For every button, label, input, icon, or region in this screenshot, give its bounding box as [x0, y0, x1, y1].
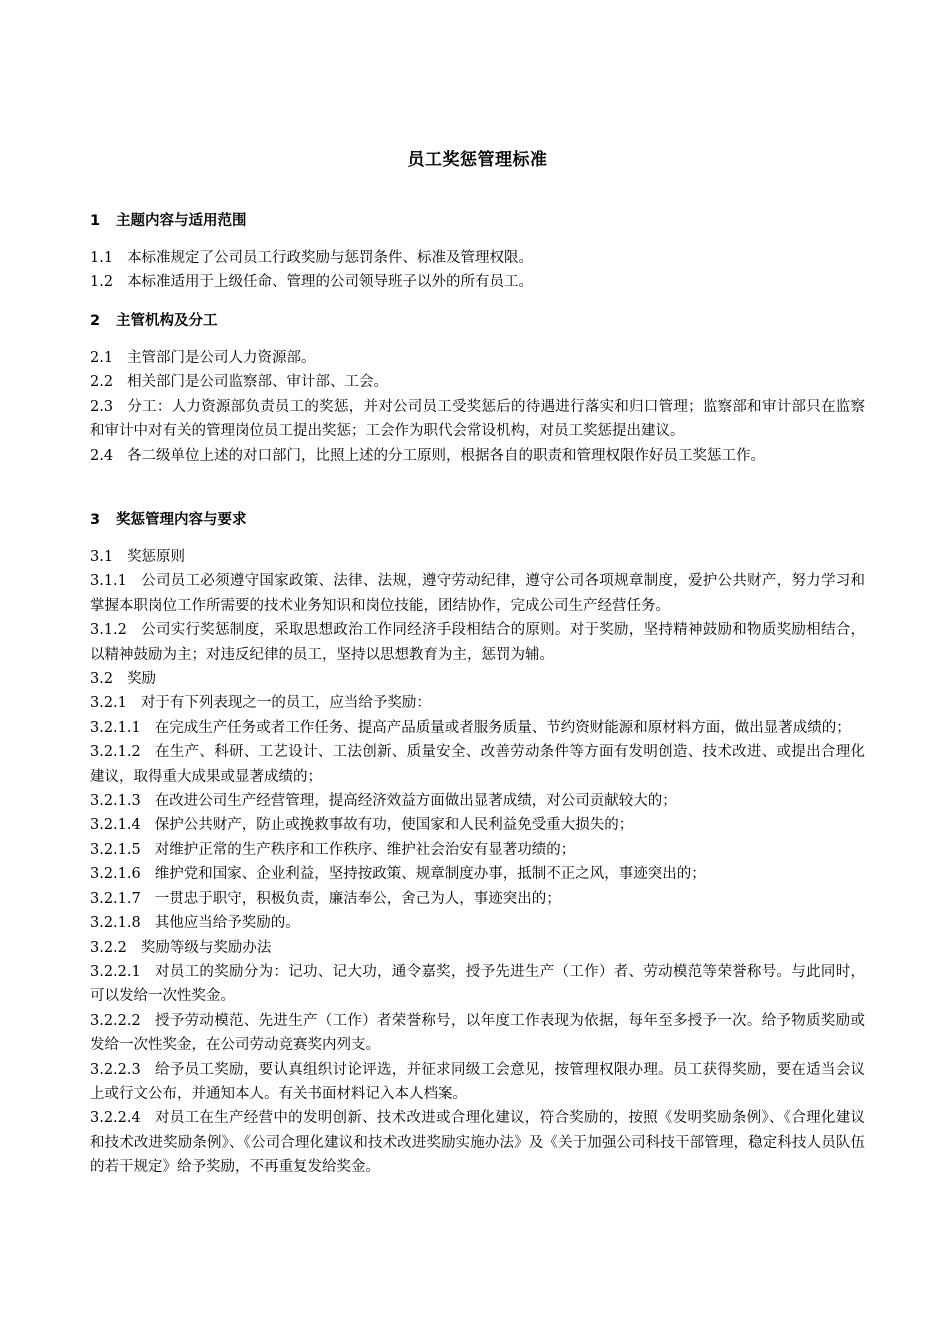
clause-number: 1.2 — [90, 274, 114, 291]
clause-number: 3.1 — [90, 549, 114, 565]
clause — [90, 813, 865, 837]
clause-text: 对员工在生产经营中的发明创新、技术改进或合理化建议，符合奖励的，按照《发明奖励条例》、《合理化建议和技术改进奖励条例》、《公司合理化建议和技术改进奖励实施办法》及《关于加强公司科技干部管理，稳定科技人员队伍的若干规定》给予奖励，不再重复发给奖金。 — [90, 1110, 865, 1176]
clause — [90, 395, 865, 444]
clause-number: 3.2 — [90, 671, 114, 688]
clause-number: 3.2.2.3 — [90, 1061, 141, 1078]
clause-text: 奖励等级与奖励办法 — [140, 939, 272, 956]
clause-number: 3.2.2.1 — [90, 963, 141, 980]
clause — [90, 1106, 865, 1179]
clause-number: 2.3 — [90, 398, 114, 415]
clause-text: 本标准规定了公司员工行政奖励与惩罚条件、标准及管理权限。 — [127, 250, 534, 266]
clause-number: 3.2.1 — [90, 695, 127, 712]
clause-text: 分工：人力资源部负责员工的奖惩，并对公司员工受奖惩后的待遇进行落实和归口管理；监察部和审计部只在监察和审计中对有关的管理岗位员工提出奖惩；工会作为职代会常设机构，对员工奖惩提出建议。 — [90, 398, 865, 440]
clause — [90, 545, 865, 569]
clause — [90, 618, 865, 667]
clause-text: 在生产、科研、工艺设计、工法创新、质量安全、改善劳动条件等方面有发明创造、技术改进、或提出合理化建议，取得重大成果或显著成绩的； — [90, 744, 865, 785]
clause — [90, 911, 865, 935]
clause-text: 对员工的奖励分为：记功、记大功，通令嘉奖，授予先进生产（工作）者、劳动模范等荣誉称号。与此同时，可以发给一次性奖金。 — [90, 963, 865, 1005]
clause-text: 给予员工奖励，要认真组织讨论评选，并征求同级工会意见，按管理权限办理。员工获得奖励，要在适当会议上或行文公布，并通知本人。有关书面材料记入本人档案。 — [90, 1061, 865, 1102]
clause-text: 奖励 — [127, 671, 157, 688]
section-number: 1 — [90, 213, 101, 229]
clause — [90, 838, 865, 862]
clause — [90, 936, 865, 960]
clause-number: 3.1.2 — [90, 622, 127, 639]
document-title: 员工奖惩管理标准 — [407, 150, 548, 170]
clause — [90, 740, 865, 789]
section-2-heading — [90, 309, 865, 333]
clause-number: 3.2.1.3 — [90, 793, 141, 810]
clause-number: 3.2.1.1 — [90, 719, 141, 736]
clause — [90, 444, 865, 468]
clause-number: 3.2.1.7 — [90, 890, 141, 907]
clause-number: 3.1.1 — [90, 573, 127, 590]
clause-text: 在完成生产任务或者工作任务、提高产品质量或者服务质量、节约资财能源和原材料方面，做出显著成绩的； — [154, 719, 851, 736]
clause — [90, 346, 865, 370]
section-1-heading — [90, 209, 865, 233]
clause-number: 3.2.1.6 — [90, 866, 141, 883]
clause — [90, 789, 865, 813]
section-2-body — [90, 346, 865, 468]
clause — [90, 1058, 865, 1107]
clause — [90, 1180, 865, 1204]
clause-number: 2.2 — [90, 374, 114, 391]
clause-text: 公司员工必须遵守国家政策、法律、法规，遵守劳动纪律，遵守公司各项规章制度，爱护公共财产，努力学习和掌握本职岗位工作所需要的技术业务知识和岗位技能，团结协作，完成公司生产经营任务。 — [90, 573, 865, 614]
clause-text: 授予劳动模范、先进生产（工作）者荣誉称号，以年度工作表现为依据，每年至多授予一次。给予物质奖励或发给一次性奖金，在公司劳动竞赛奖内列支。 — [90, 1012, 865, 1054]
clause — [90, 667, 865, 691]
clause-number: 3.2.2.2 — [90, 1012, 141, 1029]
clause-number: 3.2.1.4 — [90, 817, 141, 834]
clause-text: 一贯忠于职守，积极负责，廉洁奉公，舍己为人，事迹突出的； — [154, 890, 561, 907]
clause — [90, 1009, 865, 1058]
clause — [90, 270, 865, 294]
section-title: 奖惩管理内容与要求 — [116, 512, 247, 528]
clause — [90, 691, 865, 715]
clause-text: 维护党和国家、企业利益，坚持按政策、规章制度办事，抵制不正之风，事迹突出的； — [154, 866, 706, 883]
clause-text: 主管部门是公司人力资源部。 — [127, 350, 316, 366]
clause-text: 保护公共财产，防止或挽救事故有功，使国家和人民利益免受重大损失的； — [154, 817, 634, 834]
clause-text: 对维护正常的生产秩序和工作秩序、维护社会治安有显著功绩的； — [154, 841, 576, 858]
section-3-heading — [90, 508, 865, 532]
clause-number: 2.4 — [90, 447, 114, 464]
clause-text: 奖惩原则 — [127, 549, 186, 565]
clause-text: 各二级单位上述的对口部门，比照上述的分工原则，根据各自的职责和管理权限作好员工奖惩工作。 — [127, 447, 766, 464]
clause-text: 在改进公司生产经营管理，提高经济效益方面做出显著成绩，对公司贡献较大的； — [154, 793, 677, 810]
section-3-body — [90, 545, 865, 1204]
section-number: 2 — [90, 313, 101, 329]
clause-number: 1.1 — [90, 250, 114, 266]
clause — [90, 960, 865, 1009]
clause — [90, 716, 865, 740]
clause-number: 3.2.1.8 — [90, 915, 141, 932]
clause-number: 3.2.2.4 — [90, 1110, 141, 1127]
clause — [90, 370, 865, 394]
clause — [90, 862, 865, 886]
clause — [90, 569, 865, 618]
clause-number: 3.2.1.5 — [90, 841, 141, 858]
clause-text: 本标准适用于上级任命、管理的公司领导班子以外的所有员工。 — [127, 274, 534, 291]
section-title: 主管机构及分工 — [116, 313, 218, 329]
clause-text: 相关部门是公司监察部、审计部、工会。 — [127, 374, 389, 391]
clause-number: 3.2.2 — [90, 939, 127, 956]
clause-text: 对于有下列表现之一的员工，应当给予奖励： — [140, 695, 431, 712]
clause — [90, 246, 865, 270]
section-number: 3 — [90, 512, 101, 528]
section-title: 主题内容与适用范围 — [116, 213, 247, 229]
clause-text: 其他应当给予奖励的。 — [154, 915, 300, 932]
clause-text: 公司实行奖惩制度，采取思想政治工作同经济手段相结合的原则。对于奖励，坚持精神鼓励和物质奖励相结合，以精神鼓励为主；对违反纪律的员工，坚持以思想教育为主，惩罚为辅。 — [90, 622, 865, 663]
section-1-body — [90, 246, 865, 295]
clause-number: 3.2.1.2 — [90, 744, 141, 761]
clause — [90, 887, 865, 911]
clause-number: 2.1 — [90, 350, 114, 366]
